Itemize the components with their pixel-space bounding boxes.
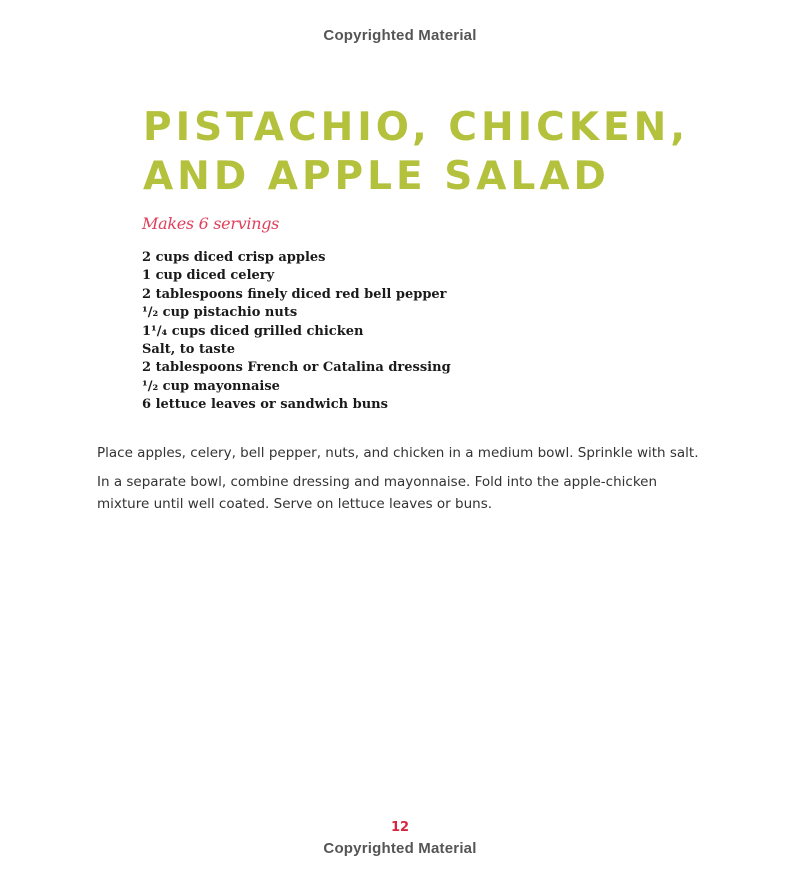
ingredient-item: 1 cup diced celery [142,268,275,284]
ingredient-item: ¹/₂ cup pistachio nuts [142,305,298,321]
ingredient-item: 2 cups diced crisp apples [142,250,326,265]
ingredient-list [142,249,451,415]
direction-step: In a separate bowl, combine dressing and mayonnaise. Fold into the apple-chicken mixture until well coated. Serve on lettuce leaves or buns. [97,474,658,512]
ingredient-item: 1¹/₄ cups diced grilled chicken [142,323,364,339]
ingredient-item: 6 lettuce leaves or sandwich buns [142,397,388,413]
page-number: 12 [390,820,410,835]
ingredient-item: ¹/₂ cup mayonnaise [142,378,280,394]
copyright-notice-bottom: Copyrighted Material [323,840,477,857]
ingredient-item: 2 tablespoons French or Catalina dressing [142,360,451,376]
directions [97,442,707,522]
ingredient-item: Salt, to taste [142,342,236,358]
recipe-title-text: PISTACHIO, CHICKEN, AND APPLE SALAD [143,105,690,199]
direction-step: Place apples, celery, bell pepper, nuts, and chicken in a medium bowl. Sprinkle with salt. [97,445,699,461]
recipe-title [143,103,800,201]
copyright-notice-top: Copyrighted Material [323,27,477,44]
servings-label: Makes 6 servings [142,214,280,233]
ingredient-item: 2 tablespoons finely diced red bell pepper [142,286,447,302]
